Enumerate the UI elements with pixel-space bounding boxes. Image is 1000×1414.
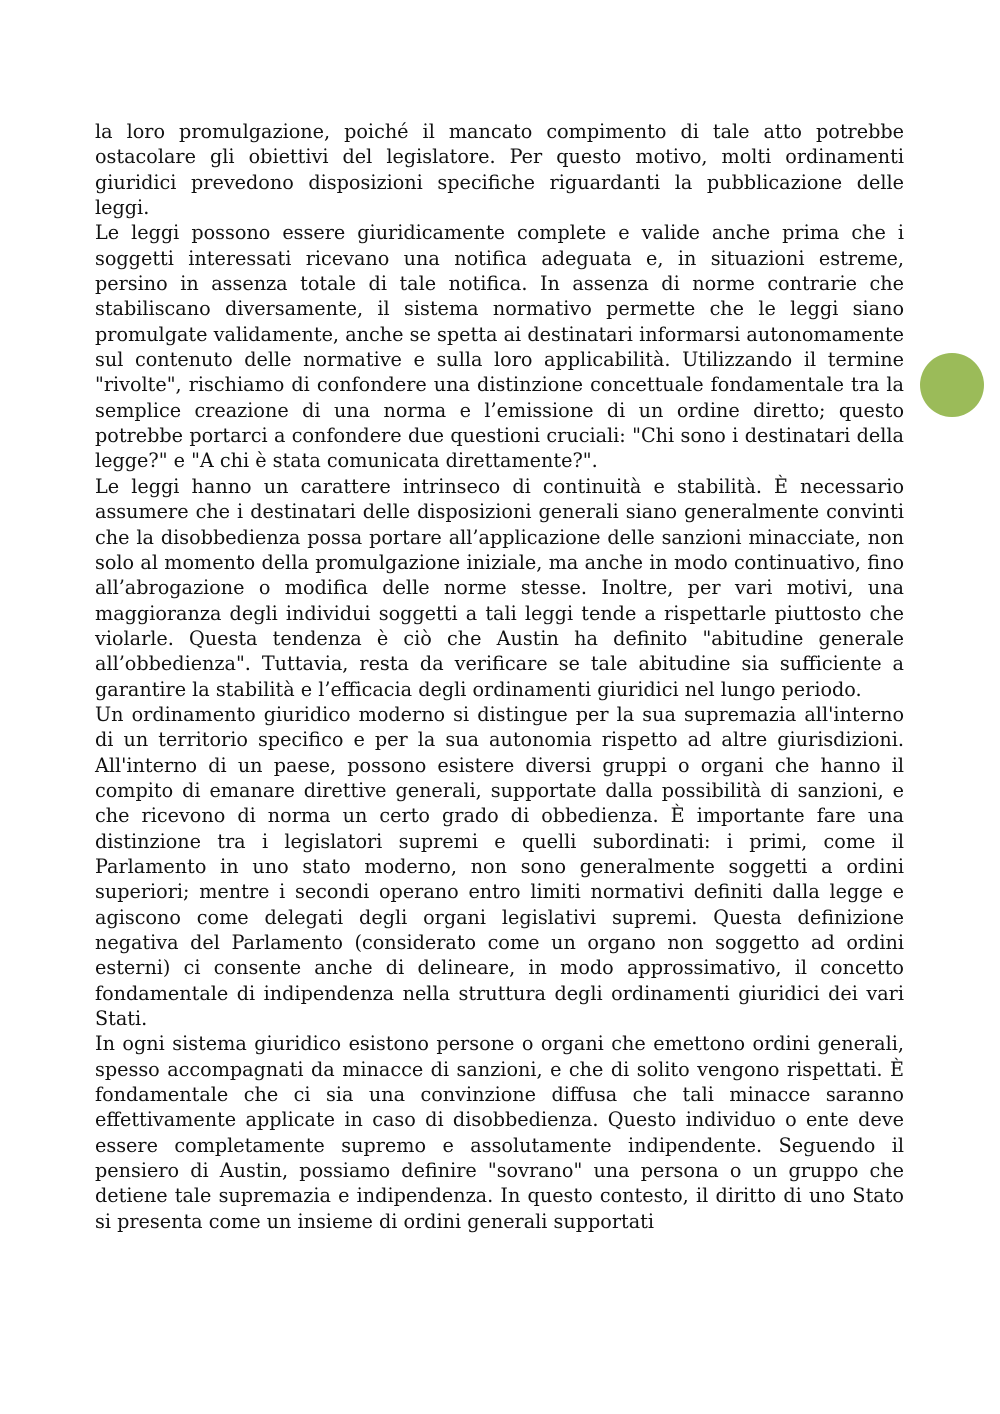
paragraph-1: la loro promulgazione, poiché il mancato compimento di tale atto potrebbe ostacolare gli obiettivi del legislatore. Per questo motivo, molti ordinamenti giuridici prevedono disposizioni specifiche riguardanti la pubblicazione delle leggi. (95, 120, 904, 220)
body-text (95, 119, 904, 1234)
paragraph-3: Le leggi hanno un carattere intrinseco di continuità e stabilità. È necessario assumere che i destinatari delle disposizioni generali siano generalmente convinti che la disobbedienza possa portare all’applicazione delle sanzioni minacciate, non solo al momento della promulgazione iniziale, ma anche in modo continuativo, fino all’abrogazione o modifica delle norme stesse. Inoltre, per vari motivi, una maggioranza degli individui soggetti a tali leggi tende a rispettarle piuttosto che violarle. Questa tendenza è ciò che Austin ha definito "abitudine generale all’obbedienza". Tuttavia, resta da verificare se tale abitudine sia sufficiente a garantire la stabilità e l’efficacia degli ordinamenti giuridici nel lungo periodo. (95, 474, 904, 701)
paragraph-2: Le leggi possono essere giuridicamente complete e valide anche prima che i soggetti interessati ricevano una notifica adeguata e, in situazioni estreme, persino in assenza totale di tale notifica. In assenza di norme contrarie che stabiliscano diversamente, il sistema normativo permette che le leggi siano promulgate validamente, anche se spetta ai destinatari informarsi autonomamente sul contenuto delle normative e sulla loro applicabilità. Utilizzando il termine "rivolte", rischiamo di confondere una distinzione concettuale fondamentale tra la semplice creazione di una norma e l’emissione di un ordine diretto; questo potrebbe portarci a confondere due questioni cruciali: "Chi sono i destinatari della legge?" e "A chi è stata comunicata direttamente?". (95, 221, 904, 473)
paragraph-5: In ogni sistema giuridico esistono persone o organi che emettono ordini generali, spesso accompagnati da minacce di sanzioni, e che di solito vengono rispettati. È fondamentale che ci sia una convinzione diffusa che tali minacce saranno effettivamente applicate in caso di disobbedienza. Questo individuo o ente deve essere completamente supremo e assolutamente indipendente. Seguendo il pensiero di Austin, possiamo definire "sovrano" una persona o un gruppo che detiene tale supremazia e indipendenza. In questo contesto, il diritto di uno Stato si presenta come un insieme di ordini generali supportati (95, 1032, 904, 1233)
green-circle-icon (920, 353, 984, 417)
paragraph-4: Un ordinamento giuridico moderno si distingue per la sua supremazia all'interno di un territorio specifico e per la sua autonomia rispetto ad altre giurisdizioni. All'interno di un paese, possono esistere diversi gruppi o organi che hanno il compito di emanare direttive generali, supportate dalla possibilità di sanzioni, e che ricevono di norma un certo grado di obbedienza. È importante fare una distinzione tra i legislatori supremi e quelli subordinati: i primi, come il Parlamento in uno stato moderno, non sono generalmente soggetti a ordini superiori; mentre i secondi operano entro limiti normativi definiti dalla legge e agiscono come delegati degli organi legislativi supremi. Questa definizione negativa del Parlamento (considerato come un organo non soggetto ad ordini esterni) ci consente anche di delineare, in modo approssimativo, il concetto fondamentale di indipendenza nella struttura degli ordinamenti giuridici dei vari Stati. (95, 702, 904, 1031)
